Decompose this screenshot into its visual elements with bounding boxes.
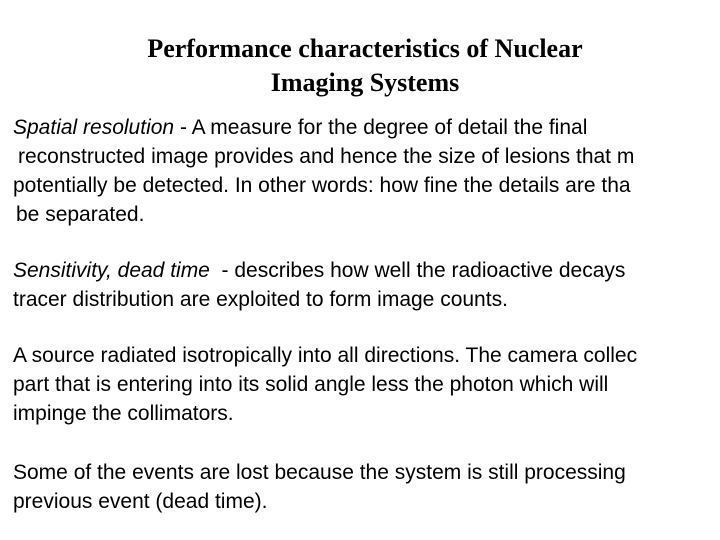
sensitivity-paragraph — [13, 256, 625, 314]
paragraph-text: - describes how well the radioactive decays — [209, 259, 626, 282]
paragraph-line: potentially be detected. In other words: how fine the details are tha — [13, 174, 631, 197]
paragraph-line — [13, 113, 634, 142]
slide-title-line: Imaging Systems — [270, 68, 460, 97]
paragraph-line: previous event (dead time). — [13, 490, 268, 513]
paragraph-line: tracer distribution are exploited to form image counts. — [13, 288, 508, 311]
paragraph-line: impinge the collimators. — [13, 402, 234, 425]
paragraph-line: be separated. — [16, 203, 145, 226]
term-sensitivity-dead-time: Sensitivity, dead time — [13, 259, 210, 282]
paragraph-text: - A measure for the degree of detail the final — [174, 116, 588, 139]
slide-title — [0, 32, 720, 100]
paragraph-line — [13, 256, 625, 285]
term-spatial-resolution: Spatial resolution — [13, 116, 175, 139]
paragraph-line: A source radiated isotropically into all directions. The camera collec — [13, 344, 638, 367]
dead-time-paragraph — [13, 458, 626, 516]
paragraph-line: part that is entering into its solid angle less the photon which will — [13, 373, 609, 396]
isotropic-source-paragraph — [13, 341, 637, 428]
paragraph-line: reconstructed image provides and hence the size of lesions that m — [18, 145, 635, 168]
slide-title-line: Performance characteristics of Nuclear — [147, 34, 583, 63]
paragraph-line: Some of the events are lost because the system is still processing — [13, 461, 626, 484]
spatial-resolution-paragraph — [13, 113, 634, 229]
